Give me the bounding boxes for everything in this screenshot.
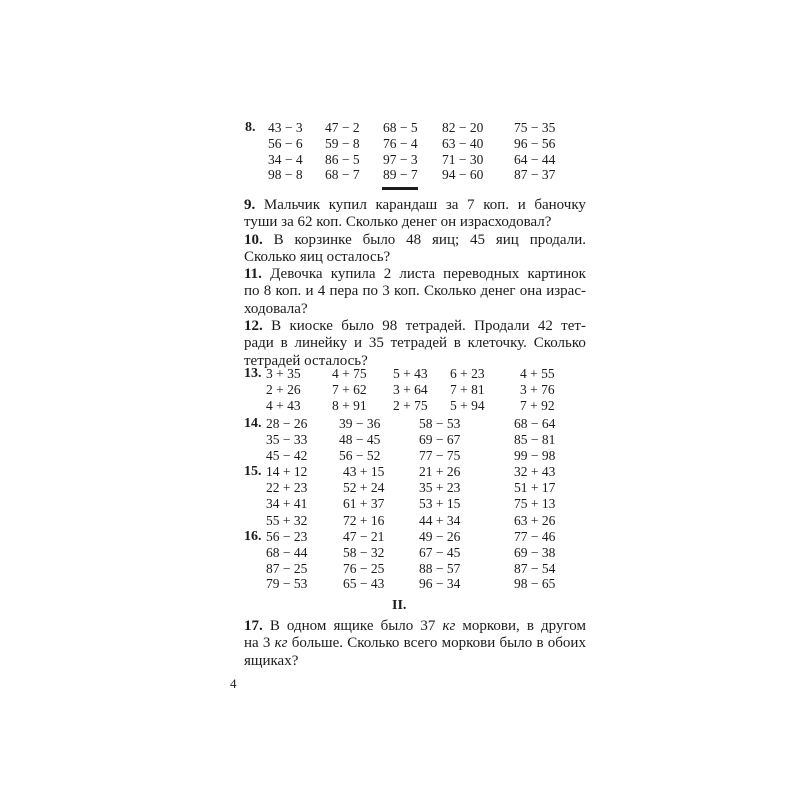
exercise-16-problem: 47 − 21	[343, 529, 385, 544]
exercise-14-number: 14.	[244, 416, 262, 431]
exercise-15-problem: 55 + 32	[266, 512, 308, 528]
exercise-16-problem: 56 − 23	[266, 529, 308, 544]
exercise-13-number: 13.	[244, 366, 262, 381]
exercise-8-problem: 43 − 3	[268, 120, 303, 135]
exercise-8-problem: 87 − 37	[514, 167, 556, 183]
divider-line	[382, 187, 418, 190]
exercise-13-problem: 8 + 91	[332, 398, 367, 413]
page-number: 4	[230, 676, 237, 691]
exercise-15-problem: 44 + 34	[419, 512, 461, 528]
exercise-15-problem: 32 + 43	[514, 464, 556, 479]
exercise-13-problem: 7 + 92	[520, 398, 555, 413]
exercise-15-problem: 34 + 41	[266, 496, 308, 512]
exercise-9	[244, 197, 586, 232]
exercise-16-problem: 87 − 54	[514, 560, 556, 576]
exercise-8-problem: 47 − 2	[325, 120, 360, 135]
exercise-13-problem: 7 + 81	[450, 382, 485, 397]
exercise-11-line-1: 11. Девочка купила 2 листа переводных картинок	[244, 266, 586, 282]
exercise-17-line-3: ящиках?	[244, 652, 299, 669]
exercise-10-number: 10.	[244, 232, 263, 248]
exercise-15-problem: 63 + 26	[514, 512, 556, 528]
exercise-8-problem: 63 − 40	[442, 135, 484, 151]
exercise-16-number: 16.	[244, 529, 262, 544]
exercise-17-line-1: 17. В одном ящике было 37 кг моркови, в другом	[244, 618, 586, 634]
exercise-11-number: 11.	[244, 266, 262, 282]
exercise-10-line-2: Сколько яиц осталось?	[244, 249, 391, 266]
exercise-13-problem: 3 + 64	[393, 382, 428, 397]
exercise-16-problem: 58 − 32	[343, 544, 385, 560]
exercise-11-line-2: по 8 коп. и 4 пера по 3 коп. Сколько денег она израс-	[244, 283, 586, 300]
exercise-16-problem: 77 − 46	[514, 529, 556, 544]
exercise-13-problem: 4 + 55	[520, 366, 555, 381]
exercise-12-number: 12.	[244, 318, 263, 334]
exercise-14-problem: 56 − 52	[339, 447, 381, 463]
exercise-15-problem: 51 + 17	[514, 480, 556, 496]
exercise-11	[244, 266, 586, 318]
exercise-14-problem: 58 − 53	[419, 416, 461, 431]
exercise-12-line-1: 12. В киоске было 98 тетрадей. Продали 42 тет-	[244, 318, 586, 334]
exercise-14-problem: 69 − 67	[419, 431, 461, 447]
exercise-16-problem: 96 − 34	[419, 576, 461, 592]
exercise-13-problem: 4 + 43	[266, 398, 301, 413]
exercise-8-number: 8.	[245, 120, 256, 135]
exercise-8-problem: 56 − 6	[268, 135, 303, 151]
exercise-15-problem: 53 + 15	[419, 496, 461, 512]
exercise-16-problem: 69 − 38	[514, 544, 556, 560]
exercise-13-problem: 5 + 94	[450, 398, 485, 413]
exercise-14-problem: 68 − 64	[514, 416, 556, 431]
exercise-14-problem: 39 − 36	[339, 416, 381, 431]
exercise-16-problem: 76 − 25	[343, 560, 385, 576]
exercise-10-line-1: 10. В корзинке было 48 яиц; 45 яиц продали.	[244, 232, 586, 248]
exercise-16-problem: 88 − 57	[419, 560, 461, 576]
exercise-13-problem: 7 + 62	[332, 382, 367, 397]
exercise-8-problem: 68 − 5	[383, 120, 418, 135]
exercise-14-problem: 77 − 75	[419, 447, 461, 463]
exercise-15-problem: 61 + 37	[343, 496, 385, 512]
exercise-17-line-2: на 3 кг больше. Сколько всего моркови было в обоих	[244, 635, 586, 652]
exercise-14-problem: 45 − 42	[266, 447, 308, 463]
exercise-8-problem: 68 − 7	[325, 167, 360, 183]
exercise-16-problem: 79 − 53	[266, 576, 308, 592]
exercise-8-problem: 86 − 5	[325, 151, 360, 167]
exercise-8-problem: 97 − 3	[383, 151, 418, 167]
exercise-16-problem: 68 − 44	[266, 544, 308, 560]
exercise-12-line-3: тетрадей осталось?	[244, 352, 368, 369]
exercise-13-problem: 3 + 76	[520, 382, 555, 397]
exercise-15-problem: 21 + 26	[419, 464, 461, 479]
exercise-15-problem: 14 + 12	[266, 464, 308, 479]
exercise-9-line-2: туши за 62 коп. Сколько денег он израсходовал?	[244, 214, 552, 231]
exercise-17-number: 17.	[244, 618, 263, 634]
exercise-14-problem: 35 − 33	[266, 431, 308, 447]
exercise-17	[244, 618, 586, 670]
exercise-8-problem: 64 − 44	[514, 151, 556, 167]
exercise-16-problem: 49 − 26	[419, 529, 461, 544]
exercise-8-problem: 96 − 56	[514, 135, 556, 151]
exercise-8-problem: 71 − 30	[442, 151, 484, 167]
exercise-13-problem: 2 + 75	[393, 398, 428, 413]
exercise-8-problem: 89 − 7	[383, 167, 418, 183]
exercise-15-problem: 52 + 24	[343, 480, 385, 496]
exercise-15-problem: 43 + 15	[343, 464, 385, 479]
exercise-11-line-3: ходовала?	[244, 300, 308, 317]
exercise-15-problem: 75 + 13	[514, 496, 556, 512]
exercise-12	[244, 318, 586, 370]
exercise-8-problem: 94 − 60	[442, 167, 484, 183]
exercise-14-problem: 28 − 26	[266, 416, 308, 431]
exercise-8-problem: 82 − 20	[442, 120, 484, 135]
exercise-15-problem: 35 + 23	[419, 480, 461, 496]
exercise-15-number: 15.	[244, 464, 262, 479]
exercise-8-problem: 75 − 35	[514, 120, 556, 135]
exercise-16-problem: 65 − 43	[343, 576, 385, 592]
exercise-13-problem: 2 + 26	[266, 382, 301, 397]
exercise-8-problem: 98 − 8	[268, 167, 303, 183]
exercise-13-problem: 6 + 23	[450, 366, 485, 381]
section-heading: II.	[392, 598, 407, 613]
exercise-14-problem: 99 − 98	[514, 447, 556, 463]
exercise-14-problem: 48 − 45	[339, 431, 381, 447]
exercise-13-problem: 3 + 35	[266, 366, 301, 381]
exercise-9-number: 9.	[244, 197, 256, 213]
exercise-8-problem: 76 − 4	[383, 135, 418, 151]
exercise-9-line-1: 9. Мальчик купил карандаш за 7 коп. и баночку	[244, 197, 586, 213]
exercise-12-line-2: ради в линейку и 35 тетрадей в клеточку. Сколько	[244, 335, 586, 352]
exercise-8-problem: 34 − 4	[268, 151, 303, 167]
exercise-15-problem: 72 + 16	[343, 512, 385, 528]
exercise-8-problem: 59 − 8	[325, 135, 360, 151]
exercise-14-problem: 85 − 81	[514, 431, 556, 447]
exercise-10	[244, 232, 586, 267]
exercise-16-problem: 67 − 45	[419, 544, 461, 560]
exercise-16-problem: 87 − 25	[266, 560, 308, 576]
exercise-15-problem: 22 + 23	[266, 480, 308, 496]
exercise-13-problem: 5 + 43	[393, 366, 428, 381]
exercise-13-problem: 4 + 75	[332, 366, 367, 381]
exercise-16-problem: 98 − 65	[514, 576, 556, 592]
